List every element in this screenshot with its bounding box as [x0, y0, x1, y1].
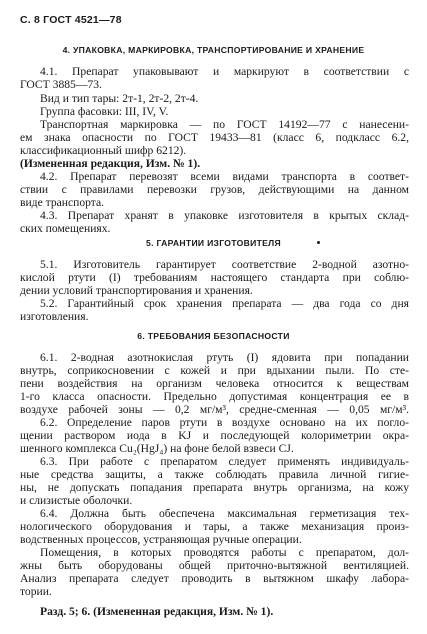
text-line: 5.1. Изготовитель гарантирует соответствие 2-водной азотно- — [40, 258, 409, 271]
text-line: ских помещениях. — [20, 222, 111, 235]
text-line: Помещения, в которых проводятся работы с препаратом, дол- — [40, 546, 409, 559]
text-line: изготовления. — [20, 310, 89, 323]
text-line: воздухе рабочей зоны — 0,2 мг/м³, средне-сменная — 0,05 мг/м³. — [20, 403, 409, 416]
text-line: щении раствором иода в KJ и последующей колориметрии окра- — [20, 429, 409, 442]
text-line: жны быть оборудованы общей приточно-вытяжной вентиляцией. — [20, 559, 409, 572]
text-line: Вид и тип тары: 2т-1, 2т-2, 2т-4. — [40, 92, 199, 105]
text-line: Анализ препарата следует проводить в вытяжном шкафу лабора- — [20, 572, 409, 585]
text-line: 6.2. Определение паров ртути в воздухе основано на их погло- — [40, 416, 409, 429]
text-line: виде транспорта. — [20, 196, 105, 209]
text-line: внутрь, соприкосновении с кожей и при вдыхании пыли. По сте- — [20, 364, 409, 377]
text-line: 1-го класса опасности. Предельно допустимая концентрация ее в — [20, 390, 409, 403]
text-line: Группа фасовки: III, IV, V. — [40, 105, 169, 118]
text-line: ные средства защиты, а также соблюдать правила личной гигие- — [20, 468, 409, 481]
text-line: пени воздействия на организм человека относится к веществам — [20, 377, 409, 390]
section-5-title: 5. ГАРАНТИИ ИЗГОТОВИТЕЛЯ — [146, 238, 281, 248]
text-line: Транспортная маркировка — по ГОСТ 14192—77 с нанесени- — [40, 118, 409, 131]
amendment-note: (Измененная редакция, Изм. № 1). — [20, 157, 201, 170]
text-line: шенного комплекса Cu₂(HgJ₄) на фоне белой взвеси CJ. — [20, 442, 294, 455]
text-line: 6.4. Должна быть обеспечена максимальная герметизация тех- — [40, 507, 409, 520]
text-line: и слизистые оболочки. — [20, 494, 133, 507]
text-line: 4.2. Препарат перевозят всеми видами транспорта в соответ- — [40, 170, 409, 183]
print-speck — [317, 241, 320, 244]
text-line: 5.2. Гарантийный срок хранения препарата — два года со дня — [40, 297, 409, 310]
text-line: классификационный шифр 6212). — [20, 144, 187, 157]
text-line: 6.3. При работе с препаратом следует применять индивидуаль- — [40, 455, 409, 468]
section-6-title: 6. ТРЕБОВАНИЯ БЕЗОПАСНОСТИ — [137, 331, 290, 341]
text-line: водственных процессов, устраняющая ручные операции. — [20, 533, 302, 546]
amendment-note: Разд. 5; 6. (Измененная редакция, Изм. № 1). — [40, 605, 274, 618]
text-line: 4.3. Препарат хранят в упаковке изготовителя в крытых склад- — [40, 209, 409, 222]
text-line: ГОСТ 3885—73. — [20, 78, 102, 91]
section-4-title: 4. УПАКОВКА, МАРКИРОВКА, ТРАНСПОРТИРОВАНИЕ И ХРАНЕНИЕ — [62, 45, 365, 55]
page-header: С. 8 ГОСТ 4521—78 — [20, 14, 122, 26]
text-line: кислой ртути (I) требованиям настоящего стандарта при соблю- — [20, 271, 409, 284]
text-line: 4.1. Препарат упаковывают и маркируют в соответствии с — [40, 65, 409, 78]
text-line: тории. — [20, 585, 52, 598]
text-line: дении условий транспортирования и хранения. — [20, 284, 253, 297]
text-line: нологического оборудования и тары, а также механизация произ- — [20, 520, 409, 533]
text-line: ем знака опасности по ГОСТ 19433—81 (класс 6, подкласс 6.2, — [20, 131, 409, 144]
text-line: 6.1. 2-водная азотнокислая ртуть (I) ядовита при попадании — [40, 351, 409, 364]
text-line: ствии с правилами перевозки грузов, действующими на данном — [20, 183, 409, 196]
text-line: ны, не допускать попадания препарата внутрь организма, на кожу — [20, 481, 409, 494]
